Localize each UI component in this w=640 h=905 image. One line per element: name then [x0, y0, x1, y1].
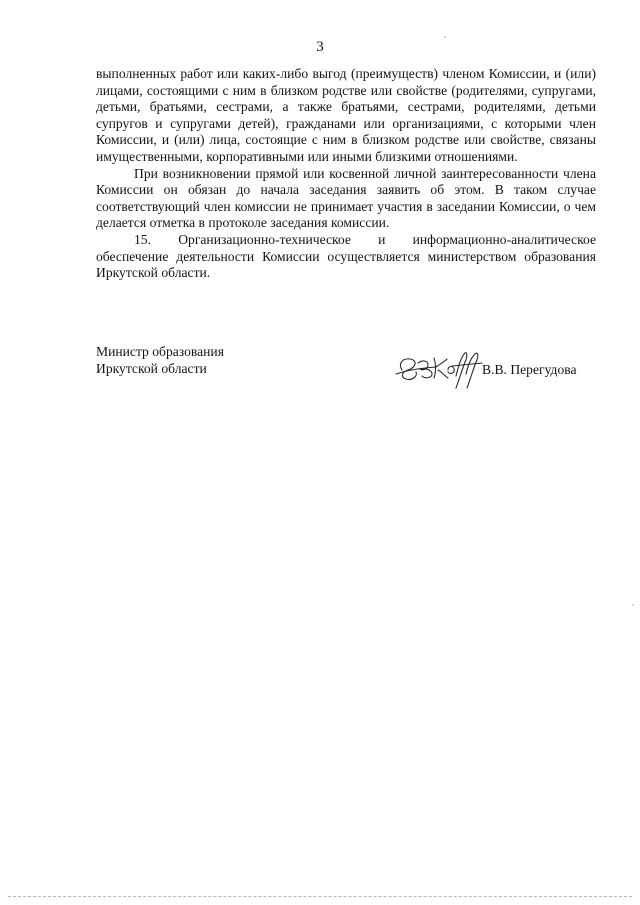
paragraph-point-15: 15. Организационно-техническое и информационно-аналитическое обеспечение деятельности Комиссии осуществляется министерством образования Иркутской области.: [96, 231, 596, 281]
scan-edge-line: [8, 896, 632, 897]
signatory-name: В.В. Перегудова: [482, 362, 577, 377]
signatory-title: [96, 344, 316, 377]
scan-speck: [444, 36, 446, 38]
paragraph-conflict-of-interest: При возникновении прямой или косвенной личной заинтересованности члена Комиссии он обязан до начала заседания заявить об этом. В таком случае соответствующий член комиссии не принимает участия в заседании Комиссии, о чем делается отметка в протоколе заседания комиссии.: [96, 165, 596, 231]
signature-block: [96, 344, 596, 388]
paragraph-continuation: выполненных работ или каких-либо выгод (преимуществ) членом Комиссии, и (или) лицами, состоящими с ним в близком родстве или свойстве (родителями, супругами, детьми, братьями, сестрами, а также братьями, сестрами, родителями, детьми супругов и супругами детей), гражданами или организациями, с которыми член Комиссии, и (или) лица, состоящие с ним в близком родстве или свойстве, связаны имущественными, корпоративными или иными близкими отношениями.: [96, 66, 596, 164]
document-body: [96, 66, 596, 282]
signatory-title-line-1: Министр образования: [96, 344, 224, 359]
page-number: 3: [316, 39, 324, 55]
handwritten-signature: [392, 350, 484, 390]
scan-speck: [632, 604, 634, 606]
signatory-title-line-2: Иркутской области: [96, 360, 207, 376]
